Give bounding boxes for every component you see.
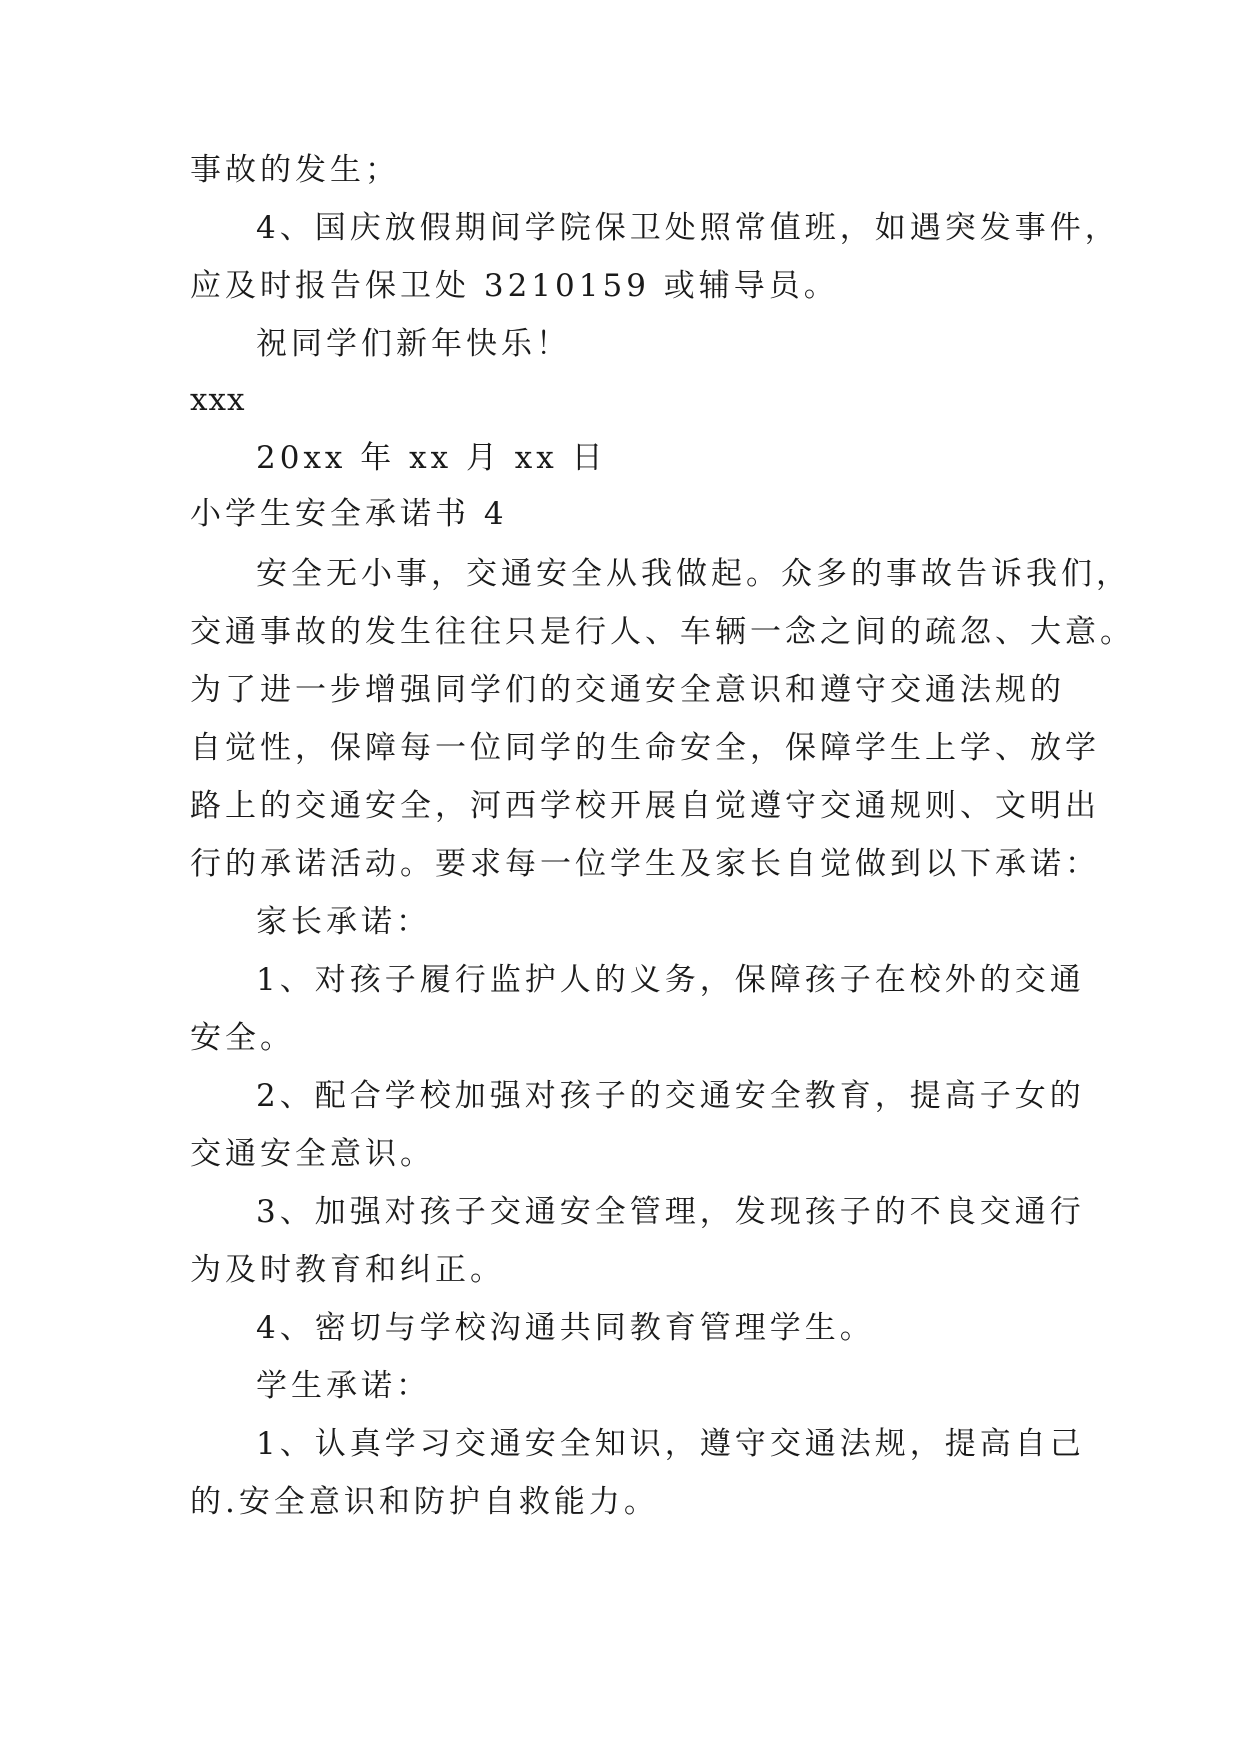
- subheading: 家长承诺：: [256, 904, 431, 940]
- text-line: 交通安全意识。: [190, 1136, 435, 1172]
- subheading: 学生承诺：: [256, 1368, 431, 1404]
- text-line: 应及时报告保卫处 3210159 或辅导员。: [190, 268, 839, 304]
- section-heading: 小学生安全承诺书 4: [190, 496, 508, 532]
- text-line: 4、国庆放假期间学院保卫处照常值班，如遇突发事件，: [256, 210, 1120, 246]
- text-line: 行的承诺活动。要求每一位学生及家长自觉做到以下承诺：: [190, 846, 1100, 882]
- text-line: 交通事故的发生往往只是行人、车辆一念之间的疏忽、大意。: [190, 614, 1135, 650]
- text-line: 事故的发生；: [190, 152, 400, 188]
- text-line: 安全。: [190, 1020, 295, 1056]
- text-line: 的.安全意识和防护自救能力。: [190, 1484, 659, 1520]
- text-line: 为了进一步增强同学们的交通安全意识和遵守交通法规的: [190, 672, 1065, 708]
- text-line: 祝同学们新年快乐！: [256, 326, 571, 362]
- text-line: 自觉性，保障每一位同学的生命安全，保障学生上学、放学: [190, 730, 1100, 766]
- text-line: xxx: [190, 382, 246, 418]
- text-line: 为及时教育和纠正。: [190, 1252, 505, 1288]
- text-line: 1、认真学习交通安全知识，遵守交通法规，提高自己: [256, 1426, 1085, 1462]
- text-line: 安全无小事，交通安全从我做起。众多的事故告诉我们，: [256, 556, 1131, 592]
- text-line: 4、密切与学校沟通共同教育管理学生。: [256, 1310, 875, 1346]
- text-line: 2、配合学校加强对孩子的交通安全教育，提高子女的: [256, 1078, 1085, 1114]
- text-line: 20xx 年 xx 月 xx 日: [256, 440, 607, 476]
- text-line: 3、加强对孩子交通安全管理，发现孩子的不良交通行: [256, 1194, 1085, 1230]
- text-line: 1、对孩子履行监护人的义务，保障孩子在校外的交通: [256, 962, 1085, 998]
- text-line: 路上的交通安全，河西学校开展自觉遵守交通规则、文明出: [190, 788, 1100, 824]
